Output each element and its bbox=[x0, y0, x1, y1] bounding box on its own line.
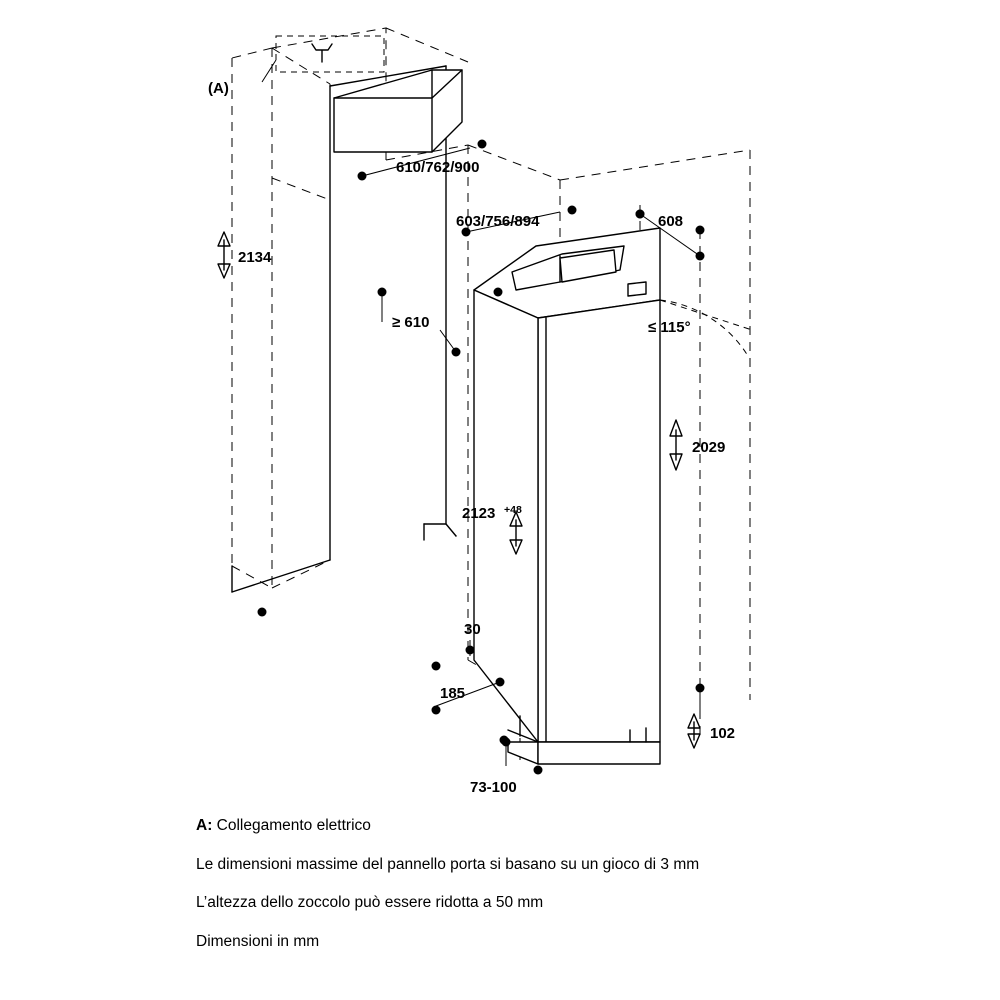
dim-min-depth-610 bbox=[378, 288, 461, 357]
dim-panel-width-label: 610/762/900 bbox=[396, 159, 480, 176]
dim-niche-height-2123-label: 2123 bbox=[462, 505, 496, 522]
dim-height-2029-label: 2029 bbox=[692, 439, 726, 456]
note-1-text: Le dimensioni massime del pannello porta si basano su un gioco di 3 mm bbox=[196, 855, 700, 873]
dim-depth-608-label: 608 bbox=[658, 213, 684, 230]
dim-plinth-102 bbox=[688, 684, 735, 749]
dim-door-angle-label: ≤ 115° bbox=[648, 319, 691, 336]
note-3-text: Dimensioni in mm bbox=[196, 932, 320, 950]
note-line-3 bbox=[196, 934, 916, 950]
note-line-0 bbox=[196, 818, 916, 834]
dim-niche-height-2123-sup: +48 bbox=[504, 504, 522, 516]
note-line-1 bbox=[196, 857, 916, 873]
dim-min-depth-610-label: ≥ 610 bbox=[392, 314, 430, 331]
note-2-text: L’altezza dello zoccolo può essere ridotta a 50 mm bbox=[196, 894, 544, 911]
dim-height-2029 bbox=[670, 420, 725, 470]
notes-block bbox=[196, 818, 916, 972]
dim-plinth-73-100-label: 73-100 bbox=[470, 779, 517, 796]
note-0-bold: A: bbox=[196, 817, 213, 834]
dim-plinth-102-label: 102 bbox=[710, 725, 736, 742]
note-0-text: Collegamento elettrico bbox=[212, 817, 371, 834]
label-electrical-tag: (A) bbox=[208, 80, 229, 97]
note-line-2 bbox=[196, 895, 916, 911]
dim-height-2134 bbox=[218, 232, 272, 278]
dim-height-2134-label: 2134 bbox=[238, 249, 272, 266]
dim-door-angle bbox=[648, 319, 691, 336]
dim-niche-width-label: 603/756/894 bbox=[456, 213, 540, 230]
dim-gap-30-label: 30 bbox=[464, 621, 481, 638]
dim-depth-185-label: 185 bbox=[440, 685, 466, 702]
electrical-connection-symbol bbox=[262, 36, 384, 82]
dim-niche-width bbox=[456, 206, 577, 237]
